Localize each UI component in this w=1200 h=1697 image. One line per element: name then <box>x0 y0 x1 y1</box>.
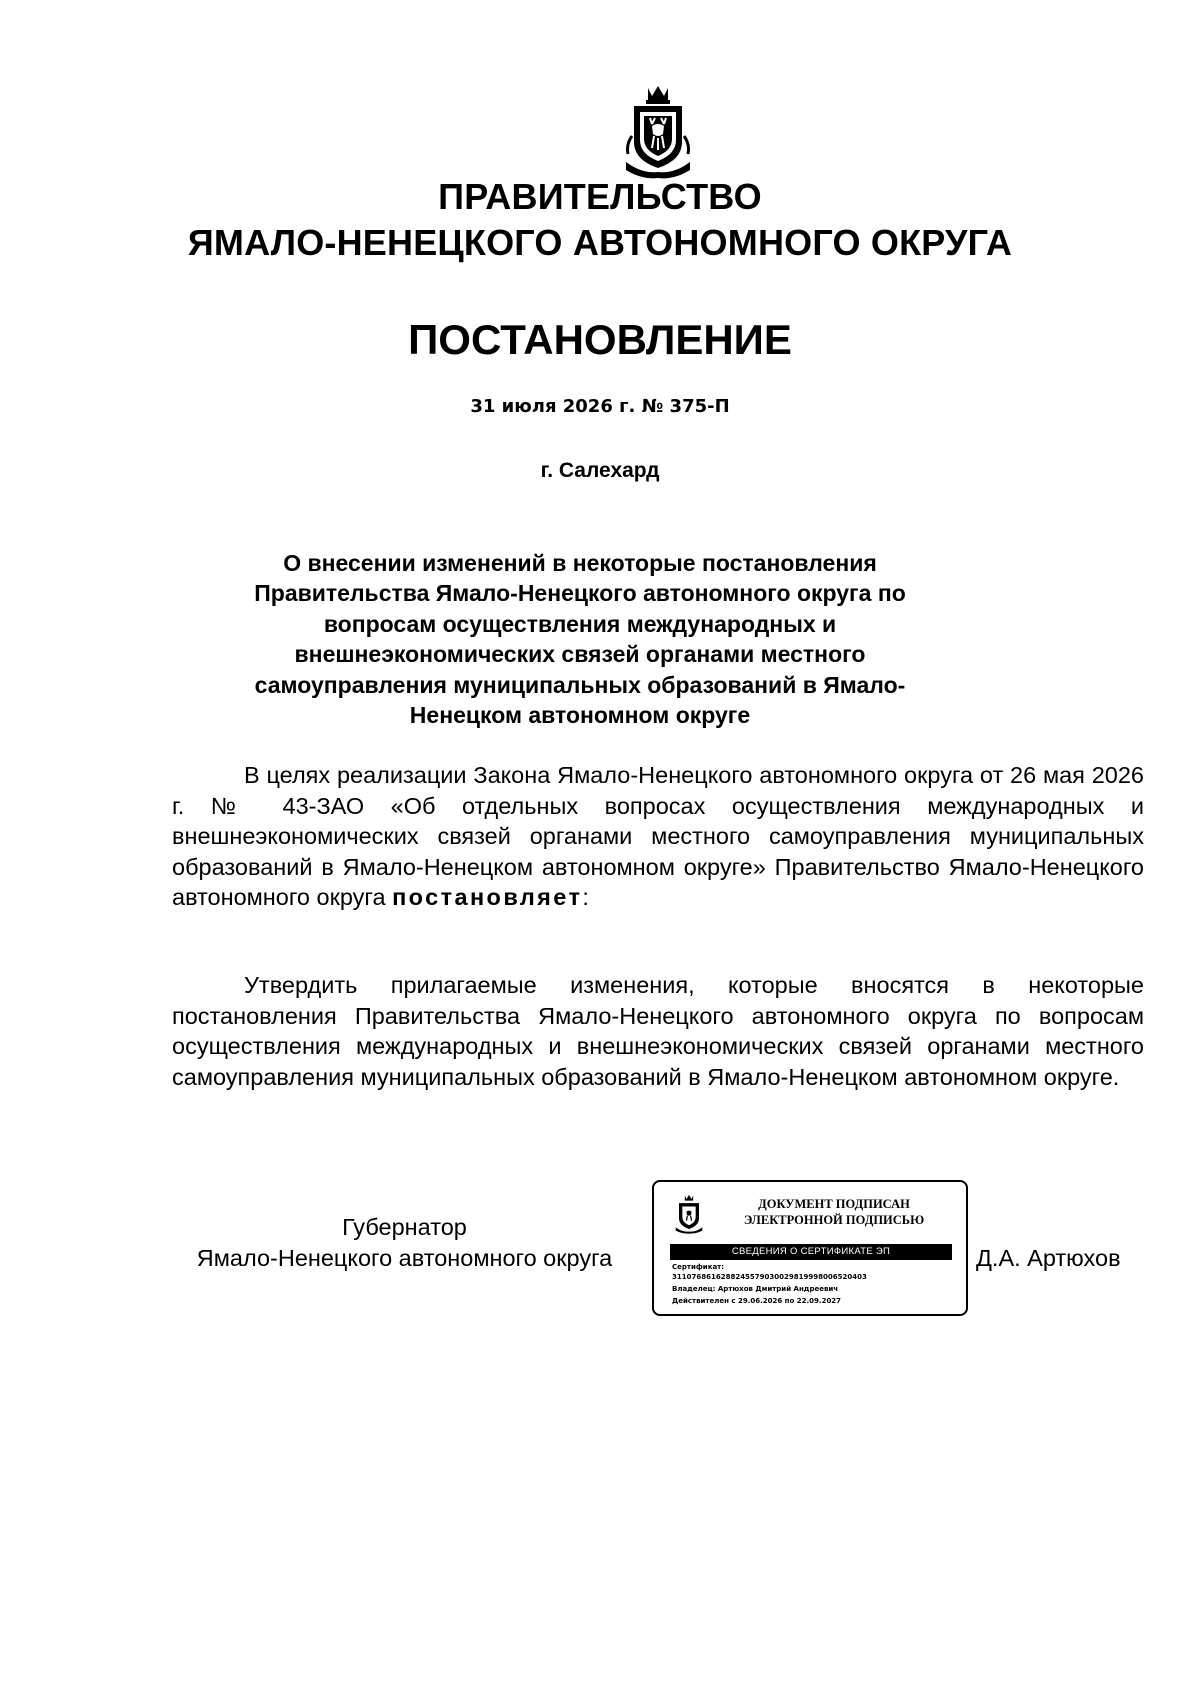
government-title: ПРАВИТЕЛЬСТВО <box>438 176 762 217</box>
stamp-validity: Действителен с 29.06.2026 по 22.09.2027 <box>672 1297 842 1305</box>
stamp-owner: Владелец: Артюхов Дмитрий Андреевич <box>672 1285 839 1293</box>
stamp-title-line1: ДОКУМЕНТ ПОДПИСАН <box>758 1197 910 1211</box>
signatory-post-line1: Губернатор <box>342 1214 467 1240</box>
electronic-signature-stamp <box>652 1180 968 1316</box>
coat-of-arms-emblem-small <box>674 1194 704 1234</box>
preamble-end: : <box>582 884 589 911</box>
coat-of-arms-emblem <box>622 84 694 180</box>
preamble-text: В целях реализации Закона Ямало-Ненецкого автономного округа от 26 мая 2026 г. № 43-ЗАО «Об отдельных вопросах осуществления международных и внешнеэкономических связей органами местного самоуправления муниципальных образований в Ямало-Ненецком автономном округе» Правительство Ямало-Ненецкого автономного округа <box>172 762 1144 911</box>
document-date-number: 31 июля 2026 г. № 375-П <box>470 396 730 417</box>
preamble-paragraph <box>172 760 1144 913</box>
government-region-title: ЯМАЛО-НЕНЕЦКОГО АВТОНОМНОГО ОКРУГА <box>187 222 1013 263</box>
signatory-post <box>172 1212 637 1273</box>
signatory-post-line2: Ямало-Ненецкого автономного округа <box>196 1244 613 1271</box>
document-city: г. Салехард <box>540 459 660 482</box>
stamp-title <box>716 1196 952 1228</box>
document-subject: О внесении изменений в некоторые постановления Правительства Ямало-Ненецкого автономного округа по вопросам осуществления международных и внешнеэкономических связей органами местного самоуправления муниципальных образований в Ямало-Ненецком автономном округе <box>254 550 906 729</box>
signatory-name: Д.А. Артюхов <box>976 1245 1121 1271</box>
resolution-paragraph: Утвердить прилагаемые изменения, которые вносятся в некоторые постановления Правительства Ямало-Ненецкого автономного округа по вопросам осуществления международных и внешнеэкономических связей органами местного самоуправления муниципальных образований в Ямало-Ненецком автономном округе. <box>172 972 1144 1090</box>
stamp-cert-label: Сертификат: <box>672 1263 725 1271</box>
stamp-cert-number: 3110768616288245579030029819998006520403 <box>672 1273 867 1281</box>
stamp-certificate-bar: СВЕДЕНИЯ О СЕРТИФИКАТЕ ЭП <box>670 1244 952 1260</box>
stamp-title-line2: ЭЛЕКТРОННОЙ ПОДПИСЬЮ <box>743 1213 925 1227</box>
document-type: ПОСТАНОВЛЕНИЕ <box>408 316 792 363</box>
resolve-word: постановляет <box>392 884 583 911</box>
